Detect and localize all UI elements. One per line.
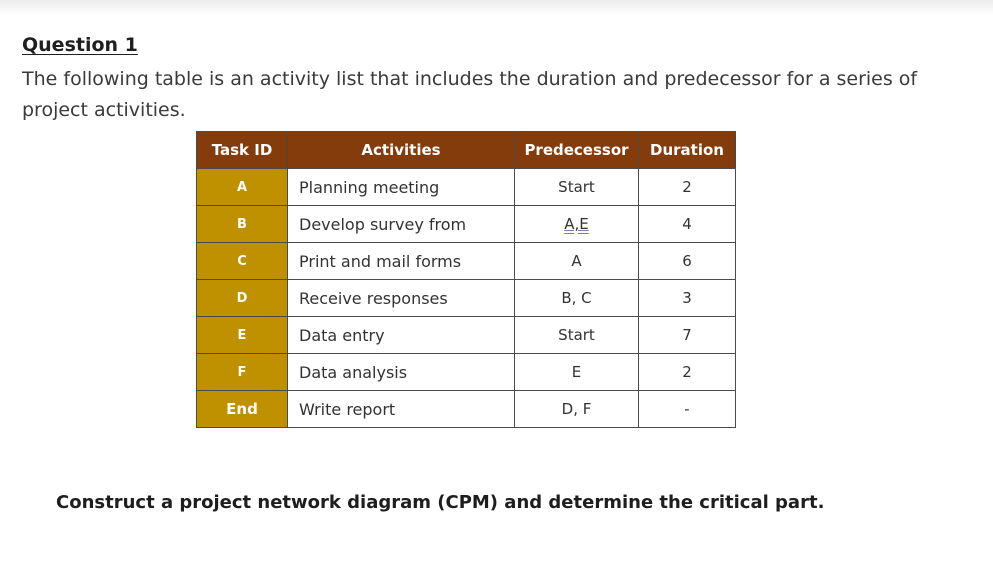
predecessor-cell: E	[515, 354, 639, 391]
question-title: Question 1	[22, 34, 138, 56]
predecessor-text: A,E	[564, 215, 589, 233]
predecessor-cell: Start	[515, 169, 639, 206]
table-header-row	[197, 132, 736, 169]
activity-cell: Write report	[288, 391, 515, 428]
activity-cell: Data entry	[288, 317, 515, 354]
predecessor-cell: B, C	[515, 280, 639, 317]
task-id-cell: A	[197, 169, 288, 206]
activity-cell: Data analysis	[288, 354, 515, 391]
duration-cell: 2	[639, 354, 736, 391]
activity-cell: Print and mail forms	[288, 243, 515, 280]
top-shade	[0, 0, 993, 16]
task-id-cell: End	[197, 391, 288, 428]
header-task-id: Task ID	[197, 132, 288, 169]
task-id-cell: B	[197, 206, 288, 243]
activity-cell: Planning meeting	[288, 169, 515, 206]
predecessor-cell: D, F	[515, 391, 639, 428]
table-row	[197, 317, 736, 354]
predecessor-cell: Start	[515, 317, 639, 354]
duration-cell: -	[639, 391, 736, 428]
instruction-text: Construct a project network diagram (CPM) and determine the critical part.	[56, 492, 825, 513]
table-row	[197, 169, 736, 206]
table-row	[197, 280, 736, 317]
header-predecessor: Predecessor	[515, 132, 639, 169]
table-row	[197, 243, 736, 280]
table-row	[197, 354, 736, 391]
table-row	[197, 391, 736, 428]
task-id-cell: D	[197, 280, 288, 317]
table-row	[197, 206, 736, 243]
task-id-cell: C	[197, 243, 288, 280]
header-activities: Activities	[288, 132, 515, 169]
activity-cell: Receive responses	[288, 280, 515, 317]
activity-cell: Develop survey from	[288, 206, 515, 243]
duration-cell: 6	[639, 243, 736, 280]
duration-cell: 7	[639, 317, 736, 354]
task-id-cell: F	[197, 354, 288, 391]
duration-cell: 2	[639, 169, 736, 206]
activity-table	[196, 131, 736, 428]
duration-cell: 3	[639, 280, 736, 317]
duration-cell: 4	[639, 206, 736, 243]
predecessor-cell: A	[515, 243, 639, 280]
predecessor-cell	[515, 206, 639, 243]
header-duration: Duration	[639, 132, 736, 169]
task-id-cell: E	[197, 317, 288, 354]
question-intro: The following table is an activity list that includes the duration and predecessor for a series of project activities.	[22, 68, 918, 121]
